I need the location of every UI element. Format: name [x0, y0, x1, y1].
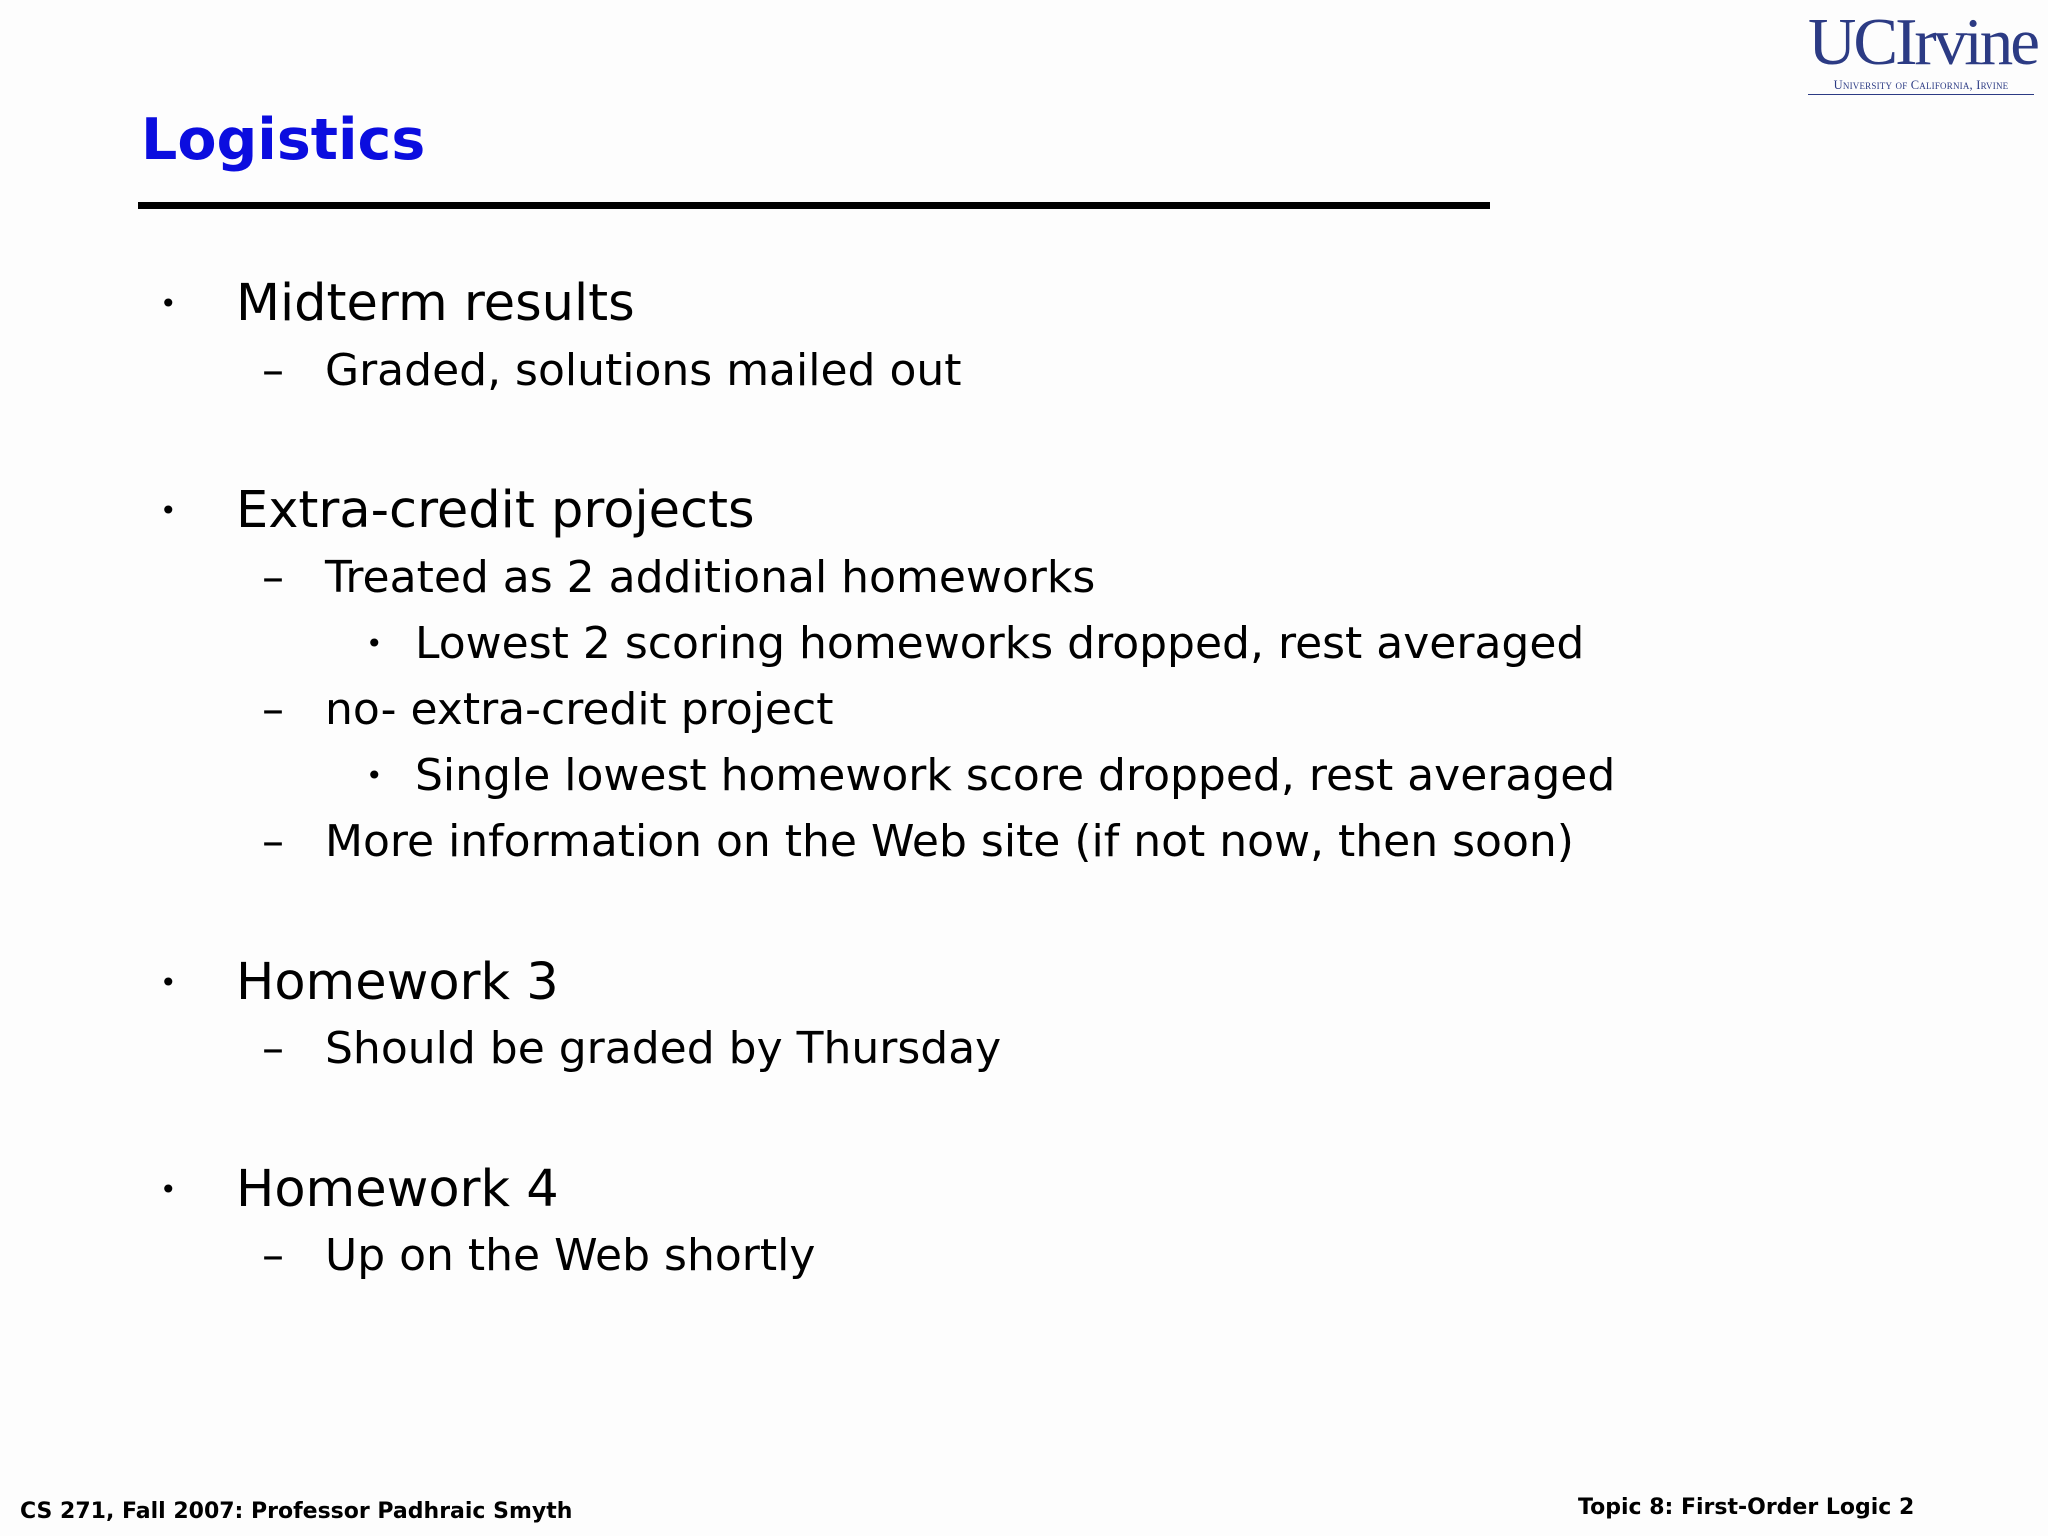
- bullet-marker: •: [160, 966, 177, 999]
- subitem-treated-as-homeworks: Treated as 2 additional homeworks: [325, 552, 1096, 603]
- bullet-item-midterm-results: Midterm results: [236, 274, 635, 333]
- subsubitem-single-lowest-dropped: Single lowest homework score dropped, rest averaged: [415, 750, 1616, 801]
- subitem-graded-by-thursday: Should be graded by Thursday: [325, 1023, 1002, 1074]
- footer-topic: Topic 8: First-Order Logic 2: [1578, 1495, 1915, 1520]
- uc-irvine-logo: [1808, 5, 2038, 95]
- subitem-more-information: More information on the Web site (if not now, then soon): [325, 816, 1574, 867]
- bullet-item-extra-credit: Extra-credit projects: [236, 481, 755, 540]
- bullet-item-homework-3: Homework 3: [236, 953, 559, 1012]
- subitem-graded: Graded, solutions mailed out: [325, 345, 962, 396]
- dash-marker: –: [262, 816, 284, 867]
- dash-marker: –: [262, 1230, 284, 1281]
- sub-bullet-marker: •: [366, 759, 383, 792]
- subsubitem-lowest-two-dropped: Lowest 2 scoring homeworks dropped, rest averaged: [415, 618, 1585, 669]
- dash-marker: –: [262, 684, 284, 735]
- sub-bullet-marker: •: [366, 627, 383, 660]
- bullet-marker: •: [160, 287, 177, 320]
- bullet-marker: •: [160, 1173, 177, 1206]
- subitem-up-on-web: Up on the Web shortly: [325, 1230, 816, 1281]
- bullet-item-homework-4: Homework 4: [236, 1160, 559, 1219]
- dash-marker: –: [262, 345, 284, 396]
- footer-course-info: CS 271, Fall 2007: Professor Padhraic Smyth: [20, 1499, 573, 1524]
- logo-wordmark: UCIrvine: [1808, 5, 2038, 79]
- dash-marker: –: [262, 552, 284, 603]
- subitem-no-extra-credit: no- extra-credit project: [325, 684, 834, 735]
- title-underline: [138, 202, 1490, 209]
- bullet-marker: •: [160, 494, 177, 527]
- logo-subtitle: University of California, Irvine: [1808, 78, 2034, 95]
- dash-marker: –: [262, 1023, 284, 1074]
- slide-title: Logistics: [141, 107, 426, 173]
